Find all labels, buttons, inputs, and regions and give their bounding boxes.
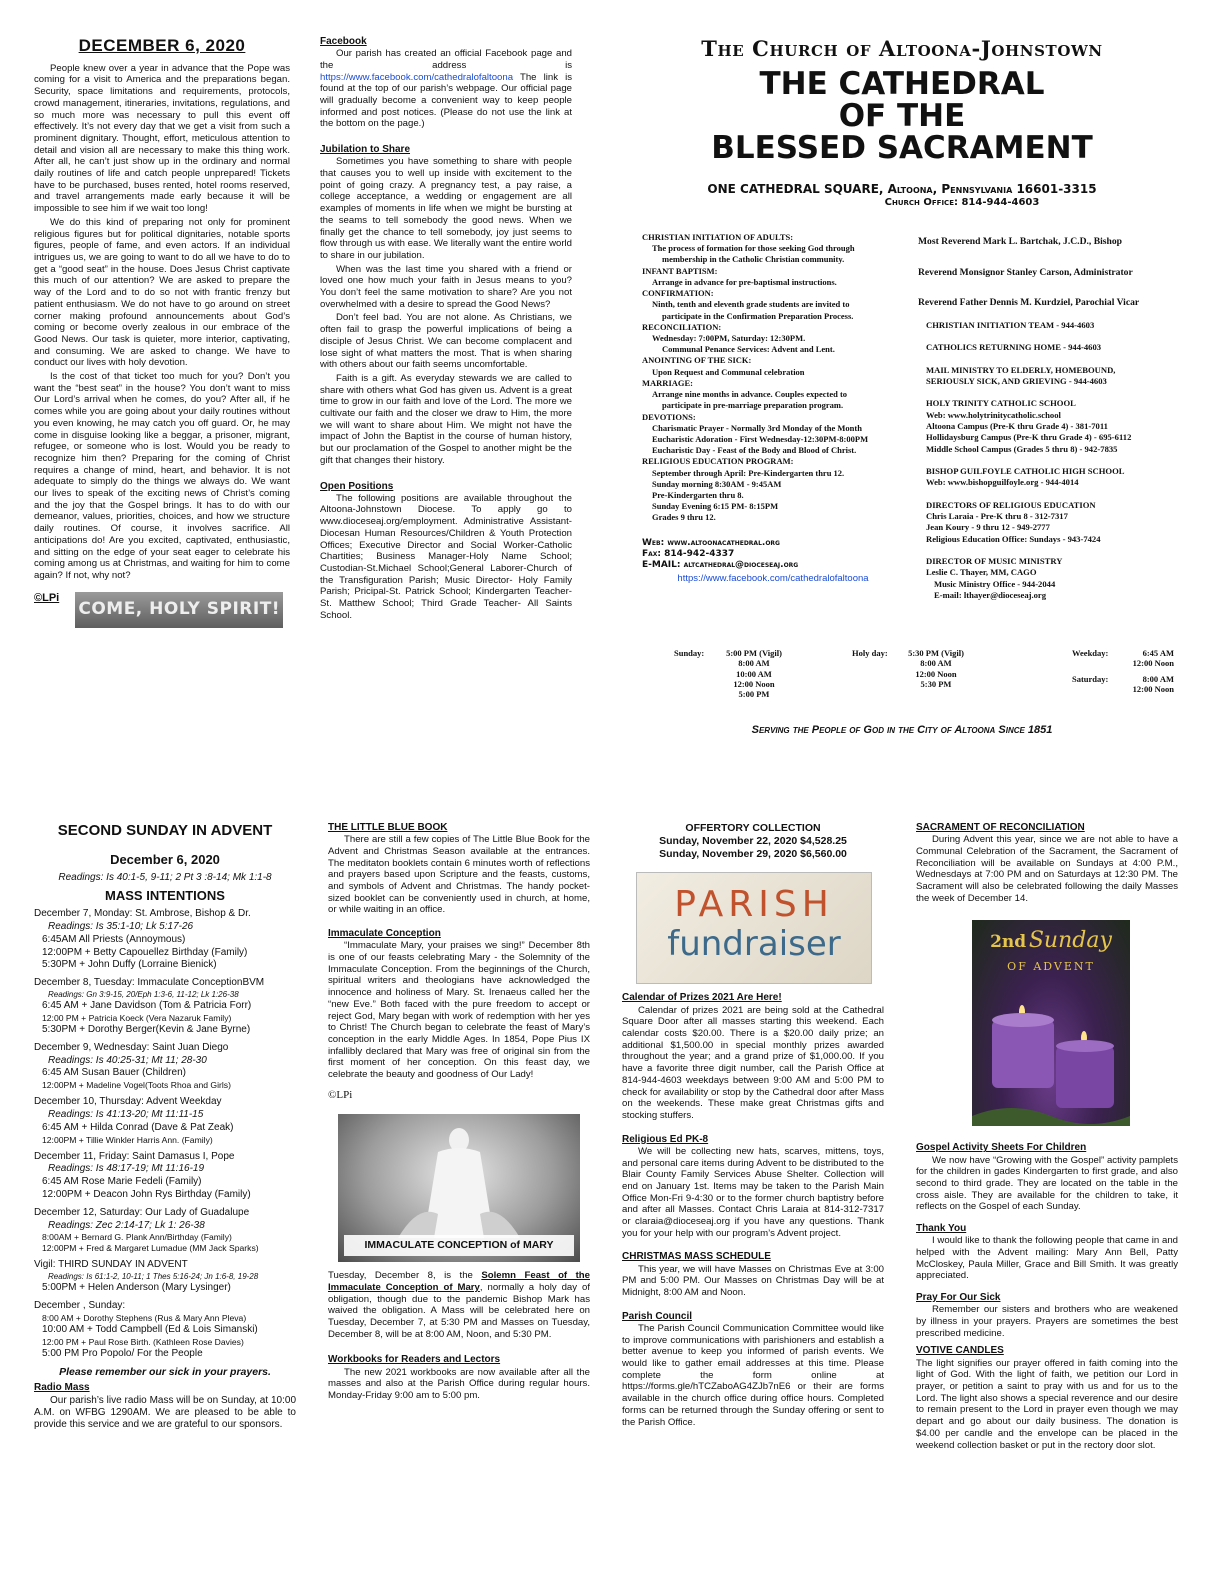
clergy-vicar: Reverend Father Dennis M. Kurdziel, Parochial Vicar (918, 297, 1140, 309)
mass-day-title: December 11, Friday: Saint Damasus I, Pope (34, 1150, 235, 1162)
mass-time: 8:00 AM (738, 658, 770, 669)
mass-day-title: December 10, Thursday: Advent Weekday (34, 1096, 222, 1108)
staff-line: Music Ministry Office - 944-2044 (934, 578, 1056, 589)
votive-candles-heading: VOTIVE CANDLES (916, 1345, 1004, 1357)
workbooks-text: The new 2021 workbooks are now available after all the masses and also at the Parish Office during regular hours. Monday-Friday 9:00 am to 5:00 pm. (328, 1366, 590, 1401)
sacrament-detail: Upon Request and Communal celebration (652, 366, 805, 377)
mass-intention: 5:00PM + Helen Anderson (Mary Lysinger) (42, 1282, 231, 1294)
article-paragraph: We do this kind of preparing not only for prominent religious figures but for political dignitaries, notable sports figures, people of fame, and even actors. If an individual intrigues us, we are going to want to do all we have to do to get a “good seat” in the house. Does Jesus Christ captivate this much of our attention? We are asked to prepare the way of the Lord and to do so not with frantic frenzy but patient enthusiasm. We do not have to go around on street corner making profound announcements about God’s coming or become overly zealous in our embrace of the Good News. Our task is quieter, more interior, captivating, and consuming. We are asked to change. We have to conduct our lives with holy devotion. (34, 216, 290, 369)
mass-intention: 6:45 AM Rose Marie Fedeli (Family) (42, 1176, 202, 1188)
religious-ed-heading: Religious Ed PK-8 (622, 1133, 709, 1145)
sacrament-detail: Sunday Evening 6:15 PM- 8:15PM (652, 501, 779, 512)
saturday-label: Saturday: (1072, 674, 1109, 684)
mass-intention: 10:00 AM + Todd Campbell (Ed & Lois Simanski) (42, 1324, 258, 1335)
mass-day-title: December 7, Monday: St. Ambrose, Bishop & Dr. (34, 908, 251, 920)
mass-time: 8:00 AM (1142, 674, 1174, 684)
little-blue-book-heading: THE LITTLE BLUE BOOK (328, 822, 448, 833)
staff-line: MAIL MINISTRY TO ELDERLY, HOMEBOUND, (926, 364, 1116, 375)
sacrament-detail: Communal Penance Services: Advent and Lent. (662, 344, 835, 355)
votive-candles-text: The light signifies our prayer offered in faith coming into the light of God. With the light of faith, we petition our Lord in prayer, or petition a saint to pray with us and for us to the Lord. The light also shows a special reverence and our desire to remain present to the Lord in prayer even though we may depart and go about our daily business. The donation is $4.00 per candle and the envelope can be placed in the weekend collection basket or put in the rectory door slot. (916, 1357, 1178, 1451)
sacrament-heading: RECONCILIATION: (642, 321, 722, 332)
offertory-line: Sunday, November 22, 2020 $4,528.25 (659, 834, 847, 847)
staff-line: Hollidaysburg Campus (Pre-K thru Grade 4) - 695-6112 (926, 432, 1132, 443)
little-blue-book-text: There are still a few copies of The Little Blue Book for the Advent and Christmas Season available at the entrances. The meditaton booklets contain 6 minutes worth of reflections and prayers based upon Scripture and the feasts, customs, and symbols of Advent and Christmas. The handy pocket-sized booklet can be conveniently used in church, at home, or while waiting in an office. (328, 834, 590, 916)
staff-line: DIRECTOR OF MUSIC MINISTRY (926, 556, 1063, 567)
staff-group (926, 398, 1176, 455)
second-sunday-advent-image (972, 920, 1130, 1126)
mass-day (34, 1300, 296, 1360)
jubilation-paragraph: When was the last time you shared with a friend or loved one how much your faith in Jesus means to you? You don’t feel the same motivation to share? Are you not overwhelmed with a desire to spread the Good News? (320, 263, 572, 310)
sunday-title: SECOND SUNDAY IN ADVENT (57, 822, 273, 839)
calendar-text: Calendar of prizes 2021 are being sold at the Cathedral Square Door after all masses starting this weekend. Each calendar costs $20.00. There is a $20.00 daily prize; an additional $1,500.00 in special monthly prizes awarded throughout the year; and a grand prize of $1,000.00. If you have a favorite three digit number, call the Parish Office at 814-944-4603 weekdays between 9:00 AM and 5:00 PM to check for availability or stop by the Cathedral door after Mass on the weekends. These make great Christmas gifts and stocking stuffers. (622, 1004, 884, 1121)
image-2nd: 2nd (990, 932, 1027, 953)
mass-day-readings: Readings: Is 35:1-10; Lk 5:17-26 (48, 921, 194, 932)
offertory-title: OFFERTORY COLLECTION (685, 822, 821, 834)
sacrament-detail: membership in the Catholic Christian community. (662, 254, 845, 265)
mass-intention: 5:00 PM Pro Popolo/ For the People (42, 1347, 203, 1359)
sacrament-heading: MARRIAGE: (642, 377, 693, 388)
mass-time: 5:30 PM (Vigil) (908, 648, 964, 658)
mass-intention: 6:45 AM + Hilda Conrad (Dave & Pat Zeak) (42, 1121, 234, 1133)
staff-line: Web: www.bishopguilfoyle.org - 944-4014 (926, 477, 1079, 488)
lpi-credit: ©LPi (34, 591, 60, 604)
sacraments-list (642, 232, 904, 586)
serving-tagline: Serving the People of God in the City of Altoona Since 1851 (751, 724, 1053, 736)
website: Web: www.altoonacathedral.org (642, 537, 780, 548)
parish-council-heading: Parish Council (622, 1310, 693, 1322)
mass-time: 12:00 Noon (733, 679, 775, 690)
facebook-url[interactable]: https://www.facebook.com/cathedralofaltoona (677, 573, 869, 585)
mass-intention: 6:45 AM Susan Bauer (Children) (42, 1067, 186, 1079)
sacrament-heading: ANOINTING OF THE SICK: (642, 355, 752, 366)
mass-schedule (674, 648, 1176, 710)
mass-time: 10:00 AM (736, 668, 772, 679)
solemn-feast-text: Tuesday, December 8, is the Solemn Feast of the Immaculate Conception of Mary, normally a holy day of obligation, though due to the pandemic Bishop Mark has waived the obligation. A Mass will be celebrated here on Tuesday, December 7, at 5:30 PM and Masses on Tuesday, December 8, will be at 8:00 AM, Noon, and 5:30 PM. (328, 1270, 590, 1340)
mass-intention: 12:00 PM + Paul Rose Birth. (Kathleen Rose Davies) (42, 1336, 244, 1347)
mass-day (34, 1042, 296, 1091)
mass-intention: 12:00PM + Betty Capouellez Birthday (Family) (42, 946, 248, 958)
lpi-credit: ©LPi (328, 1088, 353, 1101)
holyday-label: Holy day: (852, 648, 888, 658)
sacrament-detail: Grades 9 thru 12. (652, 512, 716, 523)
mass-intention: 12:00PM + Deacon John Rys Birthday (Family) (42, 1188, 251, 1200)
sacrament-detail: Ninth, tenth and eleventh grade students are invited to (652, 299, 850, 310)
staff-line: CATHOLICS RETURNING HOME - 944-4603 (926, 342, 1102, 353)
mass-intention: 12:00 PM + Patricia Koeck (Vera Nazaruk Family) (42, 1013, 232, 1024)
article-title: DECEMBER 6, 2020 (78, 36, 246, 55)
fax: Fax: 814-942-4337 (642, 548, 735, 559)
mass-time: 8:00 AM (920, 658, 952, 669)
jubilation-paragraph: Faith is a gift. As everyday stewards we are called to share with others what God has given us. Advent is a great time to grow in our faith and love of the Lord. The more we cultivate our faith and the closer we draw to Him, the more we will want to share about Him. We might not have the impact of John the Baptist in the course of human history, but our proclamation of the Gospel to another might be the gift that changes their history. (320, 372, 572, 466)
sacrament-heading: RELIGIOUS EDUCATION PROGRAM: (642, 456, 794, 467)
pray-for-sick-heading: Pray For Our Sick (916, 1292, 1001, 1304)
mass-day-readings: Readings: Zec 2:14-17; Lk 1: 26-38 (48, 1219, 205, 1231)
thank-you-text: I would like to thank the following people that came in and helped with the Advent mailing: Mary Ann Bell, Patty McCloskey, Paula Miller, Grace and Bill Smith. It was greatly appreciated. (916, 1235, 1178, 1282)
staff-line: Altoona Campus (Pre-K thru Grade 4) - 381-7011 (926, 421, 1108, 432)
banner-text: COME, HOLY SPIRIT! (78, 599, 281, 620)
column-december-6 (34, 36, 290, 756)
sunday-readings: Readings: Is 40:1-5, 9-11; 2 Pt 3 :8-14; Mk 1:1-8 (58, 872, 272, 884)
mass-time: 5:00 PM (738, 689, 770, 700)
staff-group (926, 365, 1176, 388)
article-paragraph: People knew over a year in advance that the Pope was coming for a visit to America and the preparations began. Security, space limitations and requirements, protocols, crowd management, itineraries, invitations, regulations, and so much more was necessary to pull this event off effectively. It’s not every day that we get a visit from such a prominent dignitary. Thought, effort, meticulous attention to detail and vision all are necessary to make this thing work. After all, he can’t just show up in the ordinary and normal daily routines of life and catch people unprepared! Tickets have to be purchased, buses rented, hotel rooms reserved, and travel arrangements made early because it will be impossible to see him if we wait too long! (34, 62, 290, 215)
sacrament-heading: DEVOTIONS: (642, 411, 696, 422)
staff-line: SERIOUSLY SICK, AND GRIEVING - 944-4603 (926, 376, 1107, 386)
staff-line: Religious Education Office: Sundays - 943-7424 (926, 533, 1101, 544)
staff-line: Web: www.holytrinitycatholic.school (926, 409, 1061, 420)
sacrament-heading: INFANT BAPTISM: (642, 265, 718, 276)
mass-day (34, 1207, 296, 1255)
sacrament-detail: Eucharistic Adoration - First Wednesday-12:30PM-8:00PM (652, 433, 869, 444)
mass-time: 5:30 PM (920, 679, 952, 690)
fundraiser-parish-word: PARISH (674, 884, 834, 926)
radio-mass-text: Our parish’s live radio Mass will be on Sunday, at 10:00 A.M. on WFBG 1290AM. We are pleased to be able to provide this service and we are grateful to our sponsors. (34, 1394, 296, 1430)
gospel-activity-heading: Gospel Activity Sheets For Children (916, 1142, 1087, 1154)
cathedral-title-line3: BLESSED SACRAMENT (711, 130, 1093, 167)
jubilation-heading: Jubilation to Share (320, 144, 411, 156)
mass-day-readings: Readings: Is 61:1-2, 10-11; 1 Thes 5:16-24; Jn 1:6-8, 19-28 (48, 1272, 259, 1282)
clergy-bishop: Most Reverend Mark L. Bartchak, J.C.D., Bishop (918, 236, 1122, 247)
fundraiser-word: fundraiser (667, 924, 841, 965)
pray-for-sick-text: Remember our sisters and brothers who are weakened by illness in your prayers. Prayers are sometimes the best prescribed medicine. (916, 1304, 1178, 1339)
weekday-label: Weekday: (1072, 648, 1109, 658)
sacrament-detail: September through April: Pre-Kindergarten thru 12. (652, 467, 845, 478)
staff-group (926, 342, 1176, 353)
sunday-date: December 6, 2020 (110, 852, 220, 868)
cathedral-title-line1: THE CATHEDRAL (759, 65, 1045, 102)
mass-day-readings: Readings: Gn 3:9-15, 20/Eph 1:3-6, 11-12; Lk 1:26-38 (48, 989, 239, 999)
staff-line: Leslie C. Thayer, MM, CAGO (926, 567, 1037, 578)
workbooks-heading: Workbooks for Readers and Lectors (328, 1354, 501, 1366)
mass-day-title: December , Sunday: (34, 1300, 126, 1312)
mass-time: 6:45 AM (1142, 648, 1174, 658)
open-positions-heading: Open Positions (320, 480, 394, 492)
facebook-heading: Facebook (320, 36, 367, 47)
sunday-label: Sunday: (674, 648, 705, 658)
sick-reminder: Please remember our sick in your prayers. (59, 1365, 271, 1378)
sacrament-detail: Wednesday: 7:00PM, Saturday: 12:30PM. (652, 332, 806, 343)
email: E-MAIL: altcathedral@dioceseaj.org (642, 560, 799, 571)
open-positions-text: The following positions are available throughout the Altoona-Johnstown Diocese. To apply go to www.dioceseaj.org/employment. Administrative Assistant-Diocesan Human Resources/Children & Youth Protection Offices; Executive Director and Social Worker-Catholic Chartities; Business Manager-Holy Name School; Custodian-St.Michael School;General Laborer-Church of the Transfiguration Parish; Music Director- Holy Family Parish; Pricipal-St. Patrick School; Kindergarten Teacher-St. Matthew School; Third Grade Teacher- All Saints School. (320, 492, 572, 621)
sacrament-detail: The process of formation for those seeking God through (652, 243, 855, 254)
staff-line: DIRECTORS OF RELIGIOUS EDUCATION (926, 499, 1096, 510)
thank-you-heading: Thank You (916, 1223, 967, 1235)
christmas-mass-heading: CHRISTMAS MASS SCHEDULE (622, 1251, 771, 1263)
mass-intention: 6:45AM All Priests (Annoymous) (42, 933, 186, 945)
parish-fundraiser-image (636, 872, 872, 984)
come-holy-spirit-banner (75, 592, 283, 628)
mass-intention: 8:00AM + Bernard G. Plank Ann/Birthday (Family) (42, 1232, 232, 1243)
staff-line: Jean Koury - 9 thru 12 - 949-2777 (926, 522, 1050, 533)
facebook-link[interactable]: https://www.facebook.com/cathedralofaltoona (320, 71, 514, 83)
mass-day (34, 1259, 296, 1295)
immaculate-conception-text: “Immaculate Mary, your praises we sing!” December 8th is one of our feasts celebrating Mary - the Solemnity of the Immaculate Conception. From the beginnings of the Church, spiritual writers and theologians have acknowledged the innocence and holiness of Mary. St. Irenaeus called her the “new Eve.” Both faced with the pure freedom to accept or reject God, Mary began with work of redemption with her yes to Christ! The Church began to celebrate the feast of Mary’s conception in the early Middle Ages. In 1854, Pope Pius IX infallibly declared that Mary was free of original sin from the first moment of her conception. On this feast day, we celebrate the beauty and goodness of Our Lady! (328, 940, 590, 1081)
sacrament-heading: CONFIRMATION: (642, 288, 714, 299)
mass-time: 12:00 Noon (915, 668, 957, 679)
reconciliation-text: During Advent this year, since we are not able to have a Communal Celebration of the Sacrament, the Sacrament of Reconciliation will be available on Sundays at 4:00 P.M., Wednesdays at 7:00 PM and on Saturdays at 12:30 PM. The Sacrament will also be celebrated following the daily Masses the week of December 14. (916, 834, 1178, 904)
mass-day-title: Vigil: THIRD SUNDAY IN ADVENT (34, 1259, 188, 1271)
radio-mass-heading: Radio Mass (34, 1382, 90, 1394)
staff-line: BISHOP GUILFOYLE CATHOLIC HIGH SCHOOL (926, 466, 1125, 477)
staff-group (926, 500, 1176, 545)
parish-council-text: The Parish Council Communication Committee would like to improve communications with parishioners and establish a better avenue to keep you informed of parish events. We would like to gather email addresses at this time. Please complete the form online at https://forms.gle/hTCZaboAG4ZJb7nE6 or their are forms available in the church office during office hours. Completed forms can be returned through the Sunday offering or sent to the Parish Office. (622, 1322, 884, 1428)
mass-intentions-heading: MASS INTENTIONS (105, 888, 225, 904)
sacrament-detail: participate in pre-marriage preparation program. (662, 400, 844, 411)
sacrament-detail: Charismatic Prayer - Normally 3rd Monday of the Month (652, 422, 862, 433)
column-offertory (622, 822, 884, 1562)
staff-line: E-mail: lthayer@dioceseaj.org (934, 590, 1047, 601)
image-of-advent: OF ADVENT (1007, 960, 1095, 974)
mass-day (34, 1151, 296, 1202)
staff-line: Middle School Campus (Grades 5 thru 8) - 942-7835 (926, 443, 1118, 454)
mass-day-readings: Readings: Is 48:17-19; Mt 11:16-19 (48, 1163, 205, 1175)
cathedral-title-line2: OF THE (838, 97, 966, 134)
mass-day-readings: Readings: Is 41:13-20; Mt 11:11-15 (48, 1109, 204, 1120)
reconciliation-heading: SACRAMENT OF RECONCILIATION (916, 822, 1085, 833)
diocese-name: The Church of Altoona-Johnstown (701, 36, 1103, 61)
clergy-administrator: Reverend Monsignor Stanley Carson, Administrator (918, 266, 1133, 278)
sacrament-detail: Pre-Kindergarten thru 8. (652, 490, 744, 501)
mass-intention: 5:30PM + Dorothy Berger(Kevin & Jane Byrne) (42, 1024, 251, 1036)
mass-intention: 5:30PM + John Duffy (Lorraine Bienick) (42, 959, 217, 971)
staff-group (926, 320, 1176, 331)
mass-time: 5:00 PM (Vigil) (726, 648, 782, 658)
jubilation-paragraph: Don’t feel bad. You are not alone. As Christians, we often fail to grasp the powerful implications of being a disciple of Jesus Christ. We can become complacent and lose sight of what matters the most. That is when sharing with others about our faith seems uncomfortable. (320, 312, 572, 371)
jubilation-paragraph: Sometimes you have something to share with people that causes you to well up inside with excitement to the point of going crazy. A pregnancy test, a pay raise, a college acceptance, a wedding or engagement are all examples of moments in life when we might be bursting at the seams to tell somebody the good news. When we finally get the chance to tell somebody, joy just seems to flow through us with ease. We literally want the entire world to share in our jubilation. (320, 156, 572, 261)
staff-line: CHRISTIAN INITIATION TEAM - 944-4603 (926, 319, 1095, 330)
church-office-phone: Church Office: 814-944-4603 (884, 196, 1040, 208)
mass-intention: 8:00 AM + Dorothy Stephens (Rus & Mary Ann Pleva) (42, 1313, 247, 1323)
purple-candles-icon (972, 920, 1130, 1126)
mass-day-readings: Readings: Is 40:25-31; Mt 11; 28-30 (48, 1054, 207, 1066)
mass-time: 12:00 Noon (1132, 658, 1174, 669)
image-caption: IMMACULATE CONCEPTION of MARY (344, 1235, 574, 1256)
sacrament-detail: Arrange in advance for pre-baptismal instructions. (652, 276, 837, 287)
sacrament-heading: CHRISTIAN INITIATION OF ADULTS: (642, 232, 794, 242)
offertory-line: Sunday, November 29, 2020 $6,560.00 (659, 847, 847, 860)
column-advent-notes (328, 822, 590, 1562)
mass-day (34, 977, 296, 1037)
mass-intention: 12:00PM + Fred & Margaret Lumadue (MM Jack Sparks) (42, 1243, 259, 1254)
staff-line: HOLY TRINITY CATHOLIC SCHOOL (926, 398, 1076, 409)
staff-line: Chris Laraia - Pre-K thru 8 - 312-7317 (926, 511, 1068, 522)
mass-day-title: December 9, Wednesday: Saint Juan Diego (34, 1041, 229, 1053)
column-notices (320, 36, 572, 756)
mass-day (34, 1096, 296, 1145)
mass-day-title: December 12, Saturday: Our Lady of Guadalupe (34, 1206, 250, 1218)
sacrament-detail: participate in the Confirmation Preparation Process. (662, 310, 854, 321)
madonna-figure-icon (338, 1114, 580, 1238)
facebook-text: Our parish has created an official Facebook page and the address is https://www.facebook.com/cathedralofaltoona The link is found at the top of our parish’s webpage. Our official page will gradually become a convenient way to keep people informed and post notices. (Please do not use the link at the bottom on the page.) (320, 48, 572, 130)
article-paragraph: Is the cost of that ticket too much for you? Don’t you want the “best seat” in the house? You don’t want to miss Our Lord’s arrival when he comes, do you? After all, if he comes while you are going about your daily routines without you even knowing, he may catch you off guard. Or, he may come in disguise looking like a beggar, a prisoner, migrant, refugee, or someone who is lost. Would you be ready to recognize him then? Preparing for the coming of Christ requires a change of mind, heart, and behavior. It is not adequate to simply do the things we always do. We want our lives to speak of the exciting news of Christ’s coming and the joy that the Gospel brings. It has to do with our demeanor, values, priorities, choices, and how we structure daily routines. Of course, it involves sacrifice. All anticipations do! Are you excited, captivated, enthusiastic, and sitting on the edge of your seat eager to celebrate his coming among us at Christmas, and waiting for him to come again? If not, why not? (34, 371, 290, 581)
immaculate-conception-heading: Immaculate Conception (328, 928, 441, 940)
sacrament-detail: Eucharistic Day - Feast of the Body and Blood of Christ. (652, 445, 857, 456)
image-sunday: Sunday (1028, 928, 1112, 954)
column-mass-intentions (34, 822, 296, 1562)
mass-intention: 12:00PM + Madeline Vogel(Toots Rhoa and Girls) (42, 1080, 231, 1091)
immaculate-conception-image (338, 1114, 580, 1262)
staff-group (926, 466, 1176, 489)
mass-time: 12:00 Noon (1132, 684, 1174, 695)
clergy-and-staff (918, 236, 1176, 613)
mass-day (34, 908, 296, 972)
gospel-activity-text: We now have “Growing with the Gospel” activity pamplets for the children in gades Kindergarten to first grade, and also second to third grade. They are located on the table in the cross aisle. They are available for the children to take, it reflects on the Gospel of each Sunday. (916, 1154, 1178, 1213)
mass-day-title: December 8, Tuesday: Immaculate ConceptionBVM (34, 977, 265, 989)
religious-ed-text: We will be collecting new hats, scarves, mittens, toys, and personal care items during Advent to be distributed to the Blair County Family Services Abuse Shelter. Collection will end on January 1st. Items may be taken to the Parish Main Office Mon-Fri 9-4:30 or to the former church baptistry before and after all Masses. Contact Chris Laraia at 814-312-7317 or claraia@dioceseaj.org if you have any questions. Thank you for your help with our program’s Advent project. (622, 1145, 884, 1239)
parish-masthead (628, 36, 1176, 756)
mass-intention: 6:45 AM + Jane Davidson (Tom & Patricia Forr) (42, 1000, 252, 1012)
sacrament-detail: Arrange nine months in advance. Couples expected to (652, 389, 848, 400)
calendar-heading: Calendar of Prizes 2021 Are Here! (622, 992, 782, 1004)
column-reconciliation (916, 822, 1178, 1562)
cathedral-address: ONE CATHEDRAL SQUARE, Altoona, Pennsylvania 16601-3315 (707, 182, 1097, 197)
christmas-mass-text: This year, we will have Masses on Christmas Eve at 3:00 PM and 5:00 PM. Our Masses on Christmas Day will be at Midnight, 8:00 AM and Noon. (622, 1263, 884, 1299)
mass-intention: 12:00PM + Tillie Winkler Harris Ann. (Family) (42, 1134, 213, 1145)
staff-group (926, 556, 1176, 601)
sacrament-detail: Sunday morning 8:30AM - 9:45AM (652, 478, 782, 489)
